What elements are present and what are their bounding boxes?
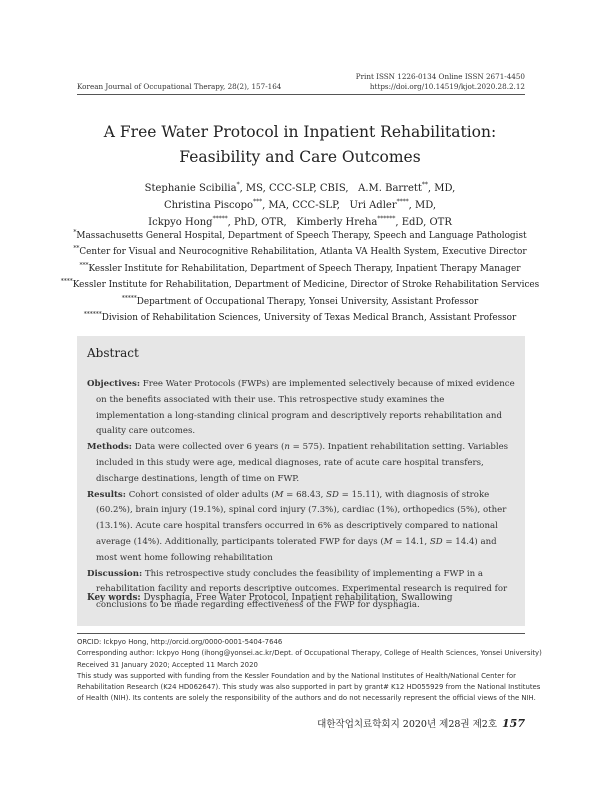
author-credentials: , MS, CCC-SLP, CBIS, — [239, 183, 349, 194]
issn-line — [356, 72, 525, 92]
issn: Print ISSN 1226-0134 Online ISSN 2671-4450 — [355, 72, 525, 81]
affiliation-mark: * — [73, 229, 77, 237]
affiliation-text: Kessler Institute for Rehabilitation, Department of Speech Therapy, Inpatient Therapy Manager — [88, 263, 521, 274]
affiliation-mark: *** — [79, 261, 89, 269]
methods-text: Data were collected over 6 years ( — [134, 442, 285, 453]
title-line-2: Feasibility and Care Outcomes — [179, 148, 421, 166]
results-label: Results: — [87, 489, 126, 500]
author-mark: ***** — [212, 215, 228, 223]
header-divider — [77, 94, 525, 95]
funding-note: Rehabilitation Research (K24 HD062647). This study was also supported in part by grant# K12 HD055929 from the National Institutes — [77, 683, 541, 692]
author-mark: **** — [396, 198, 409, 206]
stat-symbol: M — [274, 489, 284, 500]
author-name: Ickpyo Hong — [148, 217, 213, 228]
author-credentials: , MD, — [408, 200, 437, 211]
affiliation — [40, 244, 560, 260]
footnotes — [77, 637, 542, 705]
author-credentials: , PhD, OTR, — [227, 217, 287, 228]
orcid-note: ORCID: Ickpyo Hong, http://orcid.org/0000-0001-5404-7646 — [77, 638, 283, 646]
affiliation-text: Kessler Institute for Rehabilitation, Department of Medicine, Director of Stroke Rehabilitation Services — [72, 280, 540, 291]
author-mark: *** — [253, 198, 263, 206]
author-credentials: , EdD, OTR — [395, 217, 452, 228]
stat-symbol: SD — [429, 536, 443, 547]
results-text: = 68.43, — [283, 489, 327, 500]
affiliation-mark: ****** — [83, 311, 102, 319]
methods-label: Methods: — [87, 442, 132, 453]
affiliation-text: Division of Rehabilitation Sciences, University of Texas Medical Branch, Assistant Professor — [101, 313, 517, 324]
affiliation — [40, 294, 560, 310]
affiliation — [40, 310, 560, 326]
doi-link[interactable]: https://doi.org/10.14519/kjot.2020.28.2.12 — [369, 82, 525, 91]
abstract-heading: Abstract — [87, 346, 139, 360]
author-mark: * — [236, 181, 240, 189]
journal-citation: Korean Journal of Occupational Therapy, 28(2), 157-164 — [77, 82, 282, 91]
paper-title — [60, 120, 540, 170]
corresponding-author: Corresponding author: Ickpyo Hong (ihong@yonsei.ac.kr/Dept. of Occupational Therapy, College of Health Sciences, Yonsei University) — [77, 649, 542, 658]
methods-text: = 575). Inpatient rehabilitation setting. Variables included in this study were age, medical diagnoses, rate of acute care hospital transfers, discharge destinations, length of time on FWP. — [96, 442, 509, 484]
page-number: 157 — [502, 717, 525, 730]
author-mark: ** — [421, 181, 428, 189]
abstract-methods — [87, 440, 515, 487]
funding-note: of Health (NIH). Its contents are solely the responsibility of the authors and do not necessarily represent the official views of the NIH. — [77, 694, 536, 703]
abstract-body — [87, 377, 515, 614]
affiliation-list — [40, 228, 560, 326]
discussion-label: Discussion: — [87, 568, 143, 579]
affiliation-text: Massachusetts General Hospital, Department of Speech Therapy, Speech and Language Pathologist — [76, 231, 527, 241]
affiliation-text: Center for Visual and Neurocognitive Rehabilitation, Atlanta VA Health System, Executive Director — [79, 247, 527, 258]
affiliation — [40, 277, 560, 293]
author-list — [60, 180, 540, 231]
journal-korean: 대한작업치료학회지 2020년 제28권 제2호 — [317, 719, 498, 730]
stat-symbol: M — [383, 536, 393, 547]
author-name: Christina Piscopo — [163, 200, 254, 211]
author-name: A.M. Barrett — [358, 183, 422, 194]
results-text: Cohort consisted of older adults ( — [128, 489, 275, 500]
title-line-1: A Free Water Protocol in Inpatient Rehabilitation: — [103, 123, 497, 141]
author-mark: ****** — [377, 215, 396, 223]
results-text: = 14.1, — [392, 536, 430, 547]
discussion-text: This retrospective study concludes the feasibility of implementing a FWP in a rehabilitation facility and reports descriptive outcomes. Experimental research is required for conclusions to be made regarding effectiveness of the FWP for dysphagia. — [96, 568, 508, 611]
affiliation — [40, 261, 560, 277]
results-text: = 15.11), with diagnosis of stroke (60.2%), brain injury (19.1%), spinal cord injury (7.3%), cardiac (1%), orthopedics (5%), other (13.1%). Acute care hospital transfers occurred in 6% as descriptively compared to national average (14%). Additionally, participants tolerated FWP for days ( — [96, 489, 507, 547]
affiliation-mark: ***** — [121, 294, 137, 302]
stat-symbol: n — [284, 442, 290, 453]
author-credentials: , MD, — [427, 183, 456, 194]
funding-note: This study was supported with funding from the Kessler Foundation and by the National Institutes of Health/National Center for — [77, 671, 516, 680]
keywords-label: Key words: — [87, 593, 141, 603]
received-dates: Received 31 January 2020; Accepted 11 March 2020 — [77, 660, 258, 669]
objectives-label: Objectives: — [87, 379, 141, 389]
results-text: = 14.4) and most went home following rehabilitation — [96, 536, 497, 563]
journal-footer — [317, 716, 525, 730]
affiliation-mark: ** — [73, 245, 80, 253]
stat-symbol: SD — [326, 489, 339, 500]
footnote-divider — [77, 633, 525, 634]
abstract-results — [87, 488, 515, 567]
author-credentials: , MA, CCC-SLP, — [262, 200, 340, 211]
author-name: Uri Adler — [349, 200, 397, 211]
affiliation — [40, 228, 560, 244]
abstract-discussion — [87, 567, 515, 614]
objectives-text: Free Water Protocols (FWPs) are implemented selectively because of mixed evidence on the benefits associated with their use. This retrospective study examines the implementation a long-standing clinical program and descriptively reports rehabilitation and quality care outcomes. — [96, 379, 515, 437]
affiliation-text: Department of Occupational Therapy, Yonsei University, Assistant Professor — [136, 296, 479, 307]
author-name: Kimberly Hreha — [296, 217, 378, 228]
keywords — [87, 593, 452, 603]
keywords-text: Dysphagia, Free Water Protocol, Inpatient rehabilitation, Swallowing — [143, 593, 453, 603]
affiliation-mark: **** — [60, 278, 73, 286]
author-name: Stephanie Scibilia — [144, 183, 237, 194]
abstract-objectives — [87, 377, 515, 440]
